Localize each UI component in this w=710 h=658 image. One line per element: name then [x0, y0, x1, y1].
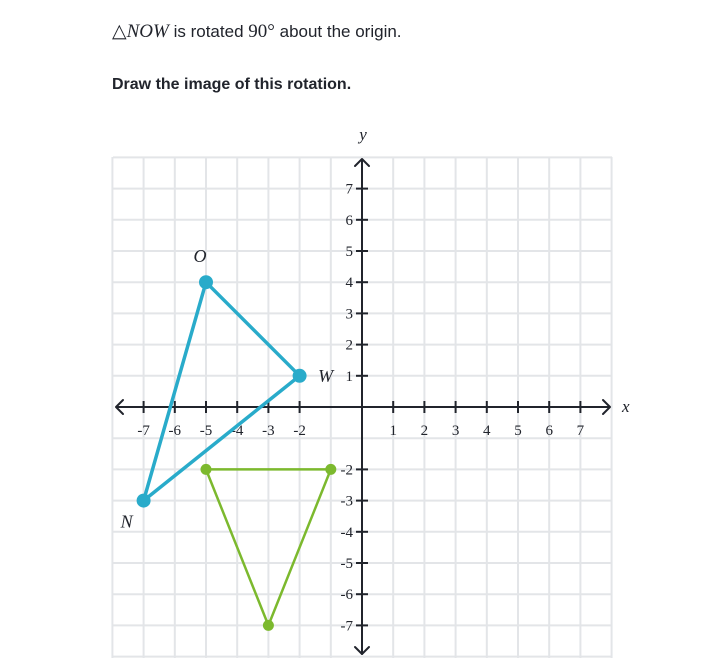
vertex-n-label: N [120, 511, 133, 532]
y-tick-label: -3 [340, 493, 353, 510]
original-triangle [120, 246, 336, 531]
y-tick-label: -4 [340, 524, 353, 541]
angle-value: 90 [248, 21, 268, 42]
prompt-text-end: about the origin. [279, 22, 402, 41]
x-tick-label: 7 [576, 423, 585, 439]
y-tick-label: -5 [340, 556, 353, 572]
x-tick-label: 4 [483, 423, 491, 439]
y-tick-label: 6 [345, 212, 353, 229]
x-tick-label: -7 [137, 423, 150, 439]
y-tick-label: 3 [345, 306, 353, 323]
y-tick-label: -2 [340, 462, 353, 479]
axes [116, 159, 610, 654]
x-tick-label: -5 [199, 423, 213, 439]
x-tick-label: 5 [514, 423, 522, 439]
y-tick-label: 7 [345, 181, 353, 198]
x-tick-label: 1 [389, 423, 397, 439]
triangle-symbol: △ [112, 21, 127, 42]
x-tick-label: 3 [451, 423, 460, 439]
triangle-name: NOW [126, 21, 169, 42]
original-triangle-outline [144, 282, 300, 500]
y-tick-label: 2 [345, 337, 353, 354]
vertex-w-label: W [318, 365, 334, 386]
y-tick-label: -7 [340, 618, 353, 635]
vertex-w-point [293, 369, 307, 383]
x-tick-label: 6 [545, 423, 553, 439]
x-tick-label: -3 [262, 423, 275, 439]
y-axis-label: y [359, 125, 367, 144]
angle-unit: ° [267, 21, 275, 42]
y-tick-label: 1 [345, 368, 353, 385]
vertex-n-point [137, 494, 151, 508]
vertex-o-point [199, 275, 213, 289]
instruction-text: Draw the image of this rotation. [112, 76, 352, 93]
image-vertex-handle[interactable] [201, 464, 212, 475]
y-tick-label: -6 [340, 587, 353, 604]
vertex-o-label: O [193, 246, 207, 267]
y-tick-label: 5 [345, 244, 353, 260]
y-tick-label: 4 [345, 275, 353, 292]
image-vertex-handle[interactable] [263, 620, 274, 631]
x-tick-label: -4 [230, 423, 244, 439]
x-tick-label: -6 [168, 423, 182, 439]
image-vertex-handle[interactable] [325, 464, 336, 475]
x-axis-label: x [622, 397, 630, 416]
x-tick-label: -2 [293, 423, 306, 439]
x-tick-label: 2 [420, 423, 429, 439]
prompt-text-middle: is rotated [173, 22, 244, 41]
